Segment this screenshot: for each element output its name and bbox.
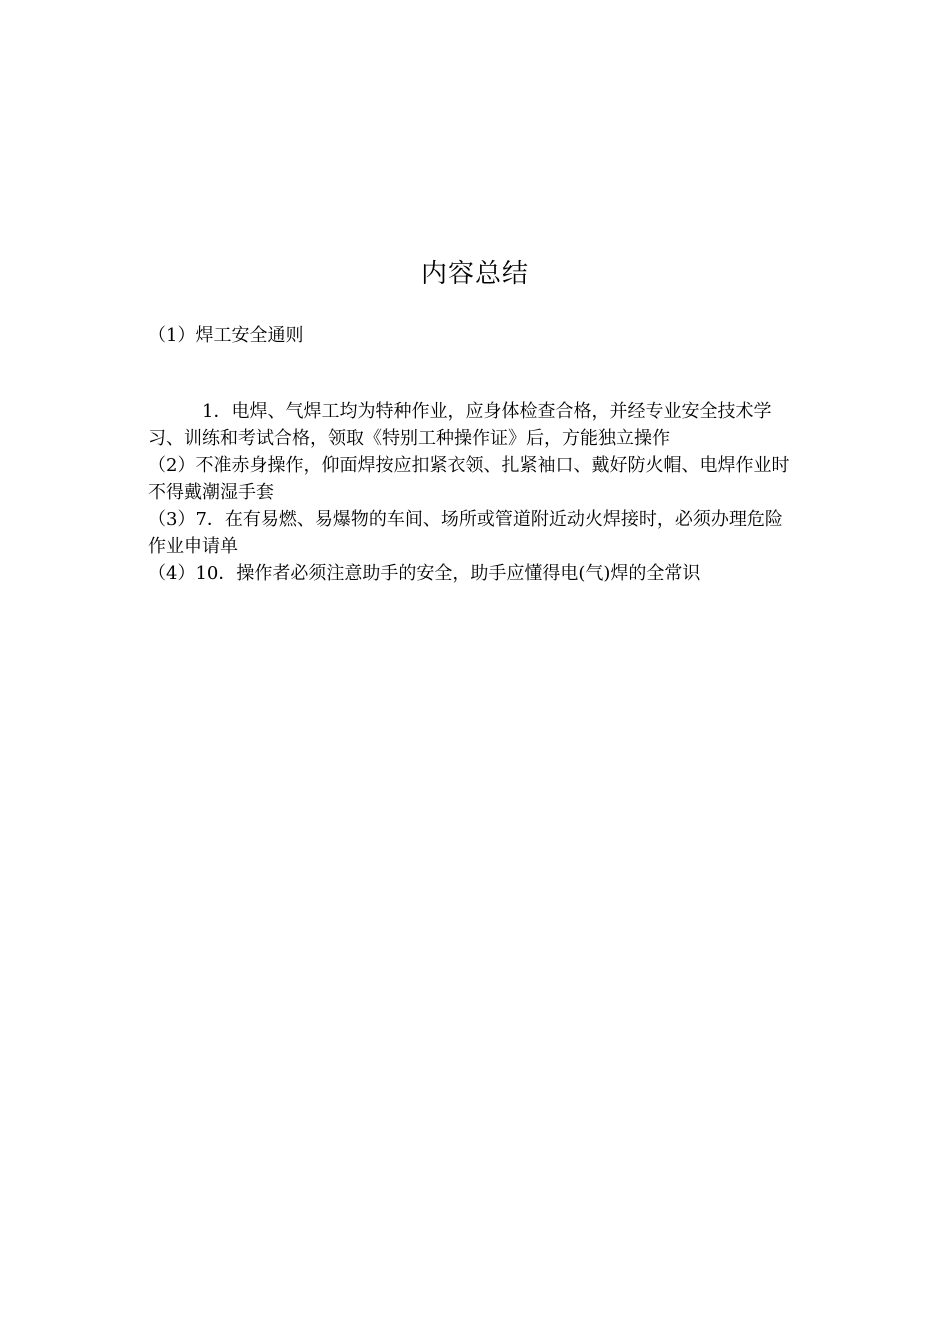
paragraph-3: （3）7．在有易燃、易爆物的车间、场所或管道附近动火焊接时，必须办理危险作业申请单 — [148, 509, 783, 557]
paragraph-4: （4）10．操作者必须注意助手的安全，助手应懂得电(气)焊的全常识 — [148, 563, 701, 584]
section-heading: （1）焊工安全通则 — [148, 325, 304, 346]
body-text — [148, 398, 798, 587]
paragraph-1: 1．电焊、气焊工均为特种作业，应身体检查合格，并经专业安全技术学习、训练和考试合格，领取《特别工种操作证》后，方能独立操作 — [148, 401, 772, 449]
page-title: 内容总结 — [420, 259, 529, 289]
paragraph-2: （2）不准赤身操作，仰面焊按应扣紧衣领、扎紧袖口、戴好防火帽、电焊作业时不得戴潮湿手套 — [148, 455, 790, 503]
